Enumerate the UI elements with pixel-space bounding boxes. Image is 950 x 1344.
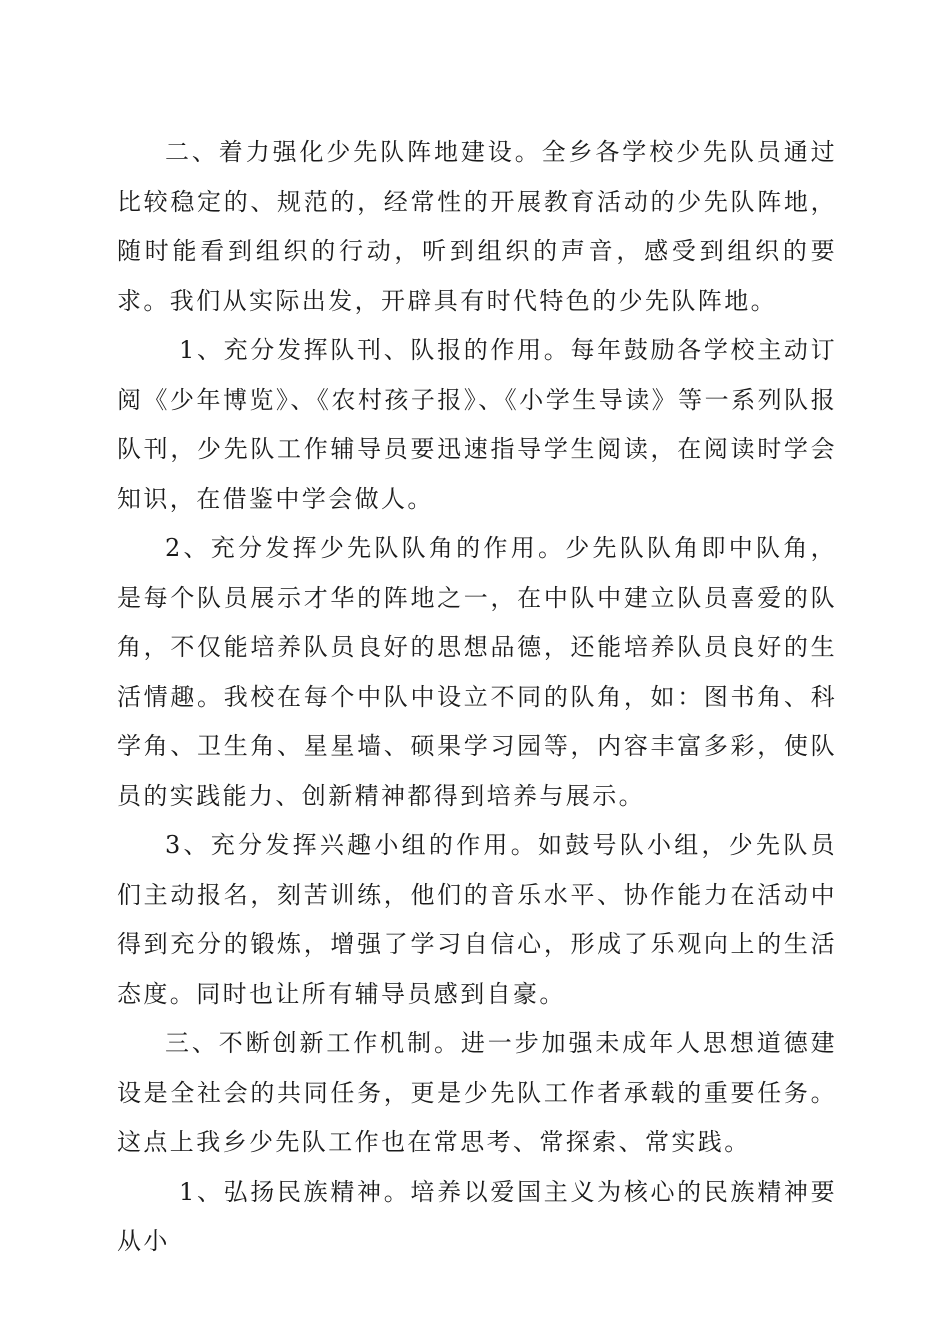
paragraph-section-three: 三、不断创新工作机制。进一步加强未成年人思想道德建设是全社会的共同任务，更是少先队工作者承载的重要任务。这点上我乡少先队工作也在常思考、常探索、常实践。	[117, 1029, 837, 1156]
paragraph-item-1-publications: 1、充分发挥队刊、队报的作用。每年鼓励各学校主动订阅《少年博览》、《农村孩子报》、《小学生导读》等一系列队报队刊，少先队工作辅导员要迅速指导学生阅读，在阅读时学会知识，在借鉴中学会做人。	[117, 336, 837, 513]
paragraph-item-3-interest-groups: 3、充分发挥兴趣小组的作用。如鼓号队小组，少先队员们主动报名，刻苦训练，他们的音乐水平、协作能力在活动中得到充分的锻炼，增强了学习自信心，形成了乐观向上的生活态度。同时也让所有辅导员感到自豪。	[117, 831, 837, 1008]
paragraph-item-1-national-spirit: 1、弘扬民族精神。培养以爱国主义为核心的民族精神要从小	[117, 1177, 837, 1255]
paragraph-section-two: 二、着力强化少先队阵地建设。全乡各学校少先队员通过比较稳定的、规范的，经常性的开展教育活动的少先队阵地，随时能看到组织的行动，听到组织的声音，感受到组织的要求。我们从实际出发，开辟具有时代特色的少先队阵地。	[117, 138, 837, 315]
paragraph-item-2-team-corner: 2、充分发挥少先队队角的作用。少先队队角即中队角，是每个队员展示才华的阵地之一，在中队中建立队员喜爱的队角，不仅能培养队员良好的思想品德，还能培养队员良好的生活情趣。我校在每个中队中设立不同的队角，如：图书角、科学角、卫生角、星星墙、硕果学习园等，内容丰富多彩，使队员的实践能力、创新精神都得到培养与展示。	[117, 534, 837, 810]
document-body	[117, 128, 837, 1267]
